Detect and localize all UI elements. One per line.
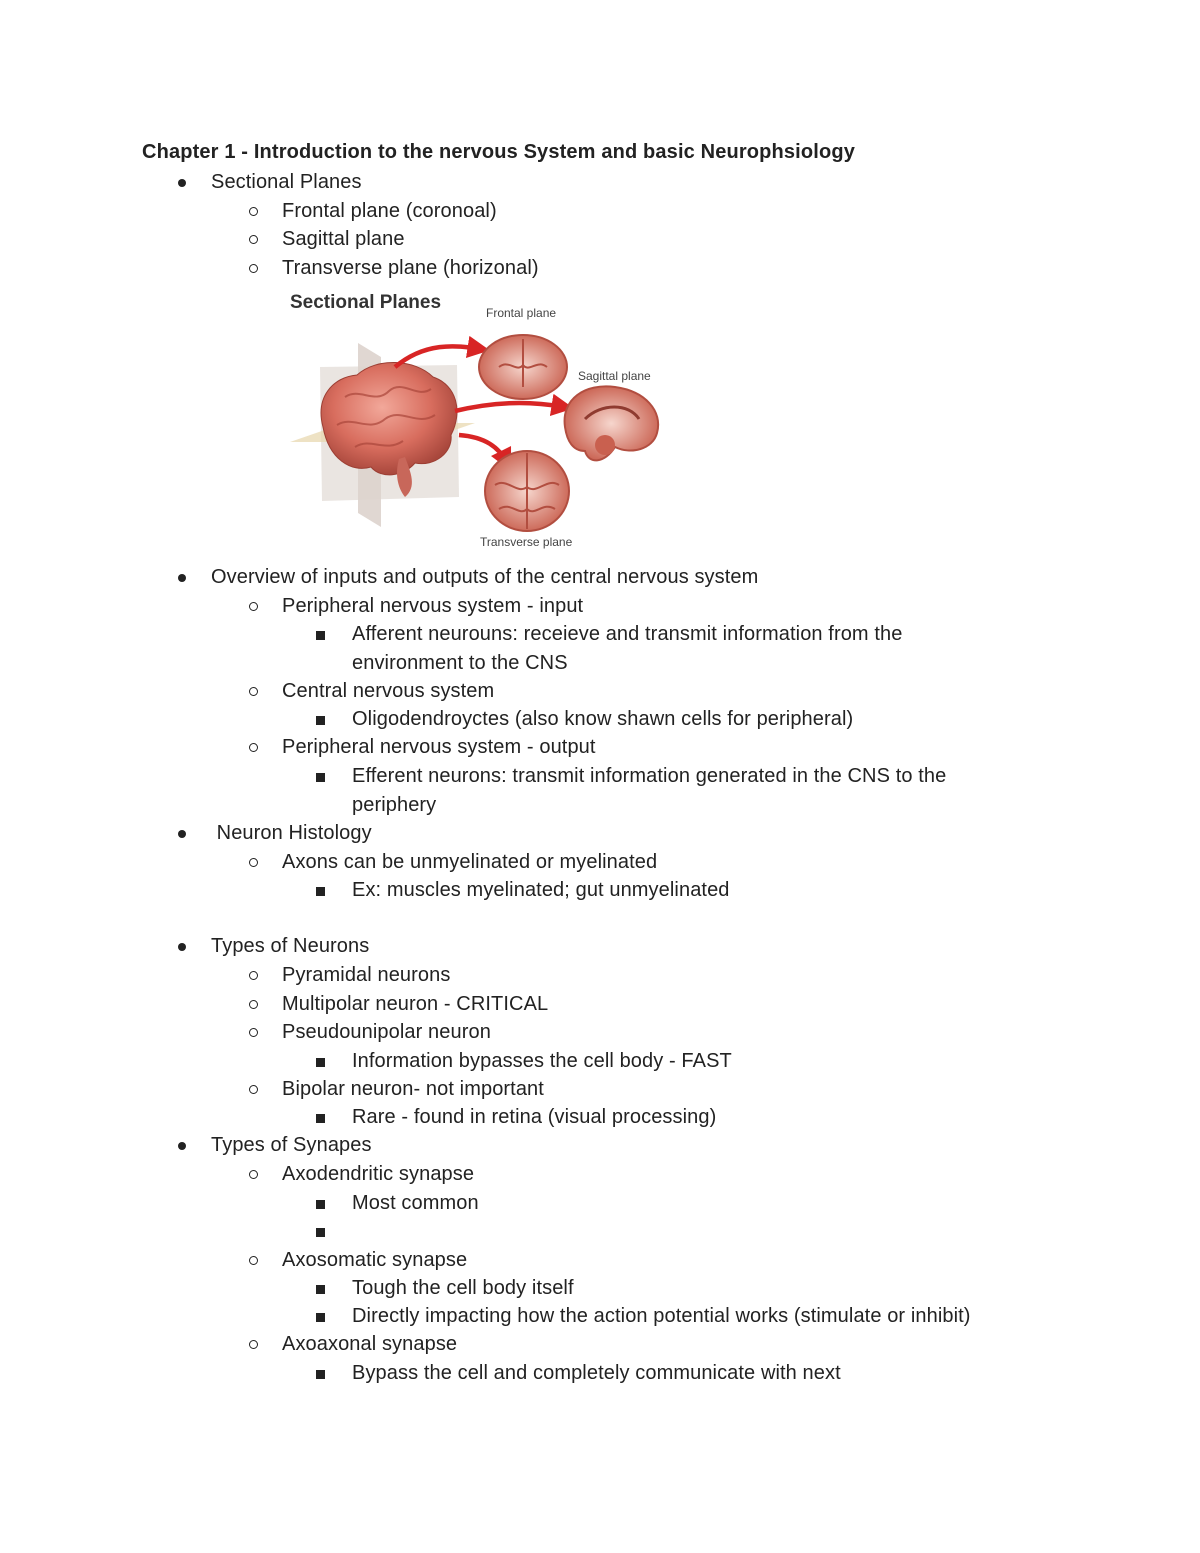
outline-item-level-3 (352, 705, 853, 733)
outline-item-level-3 (352, 1189, 479, 1217)
outline-item-level-3 (352, 620, 902, 648)
document-title: Chapter 1 - Introduction to the nervous System and basic Neurophsiology (142, 141, 855, 163)
outline-item-text: Rare - found in retina (visual processing) (352, 1106, 717, 1128)
outline-item-text: Transverse plane (horizonal) (282, 257, 539, 279)
outline-item-text: Central nervous system (282, 680, 495, 702)
planes-illustration (290, 343, 475, 527)
bullet-circle-icon (249, 1018, 258, 1046)
bullet-square-icon (316, 1302, 325, 1330)
outline-item-level-2 (282, 197, 497, 225)
outline-item-text: Most common (352, 1192, 479, 1214)
outline-item-level-2 (282, 254, 539, 282)
bullet-circle-icon (249, 990, 258, 1018)
sagittal-plane-label: Sagittal plane (578, 369, 651, 383)
outline-item-level-1 (211, 168, 362, 196)
bullet-circle-icon (249, 848, 258, 876)
outline-item-text: Ex: muscles myelinated; gut unmyelinated (352, 879, 730, 901)
outline-item-level-1 (211, 563, 758, 591)
bullet-circle-icon (249, 1160, 258, 1188)
outline-item-text: Information bypasses the cell body - FAST (352, 1050, 732, 1072)
bullet-square-icon (316, 1103, 325, 1131)
sagittal-slice (565, 386, 659, 460)
bullet-square-icon (316, 1217, 325, 1245)
outline-item-level-2 (282, 677, 494, 705)
outline-item-text: Bypass the cell and completely communicate with next (352, 1362, 841, 1384)
outline-item-text: Pyramidal neurons (282, 964, 451, 986)
figure-title: Sectional Planes (290, 292, 442, 313)
outline-item-text: Axons can be unmyelinated or myelinated (282, 851, 658, 873)
outline-item-text: periphery (352, 794, 437, 816)
bullet-square-icon (316, 705, 325, 733)
bullet-dot-icon (178, 168, 186, 196)
bullet-circle-icon (249, 1246, 258, 1274)
outline-item-level-3 (352, 1103, 716, 1131)
outline-item-text: Afferent neurouns: receieve and transmit information from the (352, 623, 903, 645)
outline-item-text: Peripheral nervous system - output (282, 736, 596, 758)
outline-item-text: Types of Neurons (211, 935, 370, 957)
bullet-circle-icon (249, 592, 258, 620)
outline-item-text: Oligodendroyctes (also know shawn cells for peripheral) (352, 708, 854, 730)
outline-item-level-1 (211, 819, 372, 847)
bullet-square-icon (316, 1359, 325, 1387)
bullet-circle-icon (249, 225, 258, 253)
bullet-square-icon (316, 1189, 325, 1217)
outline-item-level-2 (282, 1075, 544, 1103)
bullet-dot-icon (178, 1131, 186, 1159)
outline-item-level-2 (282, 1160, 474, 1188)
bullet-dot-icon (178, 819, 186, 847)
bullet-circle-icon (249, 961, 258, 989)
bullet-dot-icon (178, 563, 186, 591)
outline-item-level-2 (282, 225, 405, 253)
outline-item-text: Peripheral nervous system - input (282, 595, 584, 617)
outline-item-level-2 (282, 848, 657, 876)
outline-item-text: Frontal plane (coronoal) (282, 200, 497, 222)
bullet-square-icon (316, 762, 325, 790)
outline-item-level-3 (352, 649, 568, 677)
bullet-dot-icon (178, 932, 186, 960)
outline-item-text: Multipolar neuron - CRITICAL (282, 993, 549, 1015)
outline-item-level-2 (282, 1018, 491, 1046)
outline-item-level-2 (282, 733, 596, 761)
outline-item-level-2 (282, 961, 450, 989)
outline-item-level-2 (282, 592, 583, 620)
outline-item-level-2 (282, 1246, 467, 1274)
bullet-circle-icon (249, 1330, 258, 1358)
outline-item-level-3 (352, 1302, 971, 1330)
outline-item-text: Axoaxonal synapse (282, 1333, 458, 1355)
bullet-circle-icon (249, 733, 258, 761)
outline-item-level-3 (352, 1047, 732, 1075)
outline-item-text: Pseudounipolar neuron (282, 1021, 491, 1043)
bullet-square-icon (316, 876, 325, 904)
outline-item-text: environment to the CNS (352, 652, 568, 674)
outline-item-level-3 (352, 876, 730, 904)
outline-item-text: Directly impacting how the action potential works (stimulate or inhibit) (352, 1305, 971, 1327)
outline-item-level-1 (211, 1131, 372, 1159)
outline-item-text: Sectional Planes (211, 171, 362, 193)
bullet-circle-icon (249, 677, 258, 705)
frontal-plane-label: Frontal plane (486, 306, 557, 320)
outline-item-level-3 (352, 1274, 574, 1302)
bullet-square-icon (316, 1047, 325, 1075)
outline-item-level-3 (352, 762, 946, 790)
frontal-slice (479, 335, 567, 399)
bullet-square-icon (316, 1274, 325, 1302)
outline-item-text: Efferent neurons: transmit information generated in the CNS to the (352, 765, 947, 787)
transverse-plane-label: Transverse plane (480, 535, 573, 549)
outline-item-level-2 (282, 990, 548, 1018)
bullet-circle-icon (249, 1075, 258, 1103)
outline-item-text: Types of Synapes (211, 1134, 372, 1156)
transverse-slice (485, 451, 569, 531)
outline-item-text: Overview of inputs and outputs of the central nervous system (211, 566, 759, 588)
bullet-circle-icon (249, 254, 258, 282)
outline-item-text: Bipolar neuron- not important (282, 1078, 544, 1100)
outline-item-level-3 (352, 1359, 841, 1387)
sectional-planes-figure (285, 287, 670, 552)
outline-item-text: Neuron Histology (211, 822, 372, 844)
outline-item-level-3 (352, 791, 436, 819)
outline-item-text: Sagittal plane (282, 228, 405, 250)
bullet-circle-icon (249, 197, 258, 225)
outline-item-text: Axosomatic synapse (282, 1249, 468, 1271)
outline-item-text: Tough the cell body itself (352, 1277, 574, 1299)
outline-item-text: Axodendritic synapse (282, 1163, 475, 1185)
outline-item-level-1 (211, 932, 369, 960)
bullet-square-icon (316, 620, 325, 648)
outline-item-level-2 (282, 1330, 457, 1358)
